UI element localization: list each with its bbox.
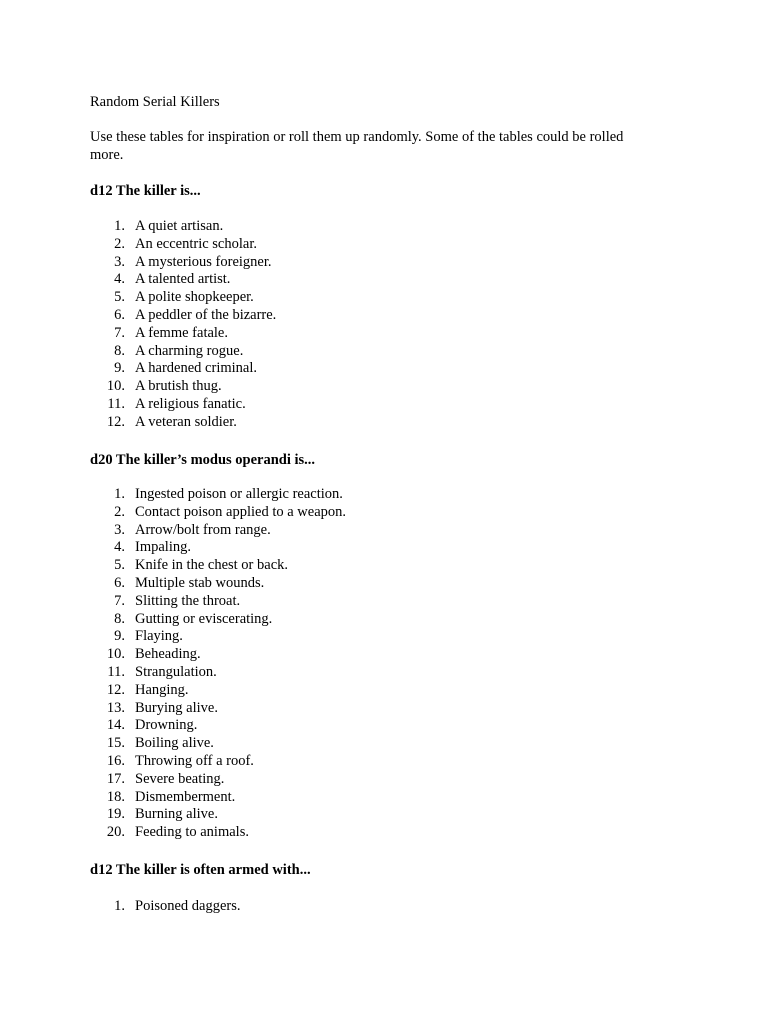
- list-item-text: Strangulation.: [135, 663, 217, 680]
- list-item-number: 20.: [106, 824, 125, 841]
- list-item-number: 6.: [114, 306, 125, 323]
- list-item-number: 7.: [114, 592, 125, 609]
- list-item-number: 1.: [114, 898, 125, 914]
- list-item-number: 8.: [114, 610, 125, 627]
- list-item: [90, 218, 276, 236]
- list-item-number: 16.: [106, 752, 125, 769]
- list-item-text: A talented artist.: [135, 271, 231, 288]
- list-armed-with: [90, 898, 241, 916]
- list-item: [90, 735, 346, 753]
- list-item-text: An eccentric scholar.: [135, 235, 257, 252]
- list-item-text: Multiple stab wounds.: [135, 574, 265, 591]
- document-title: Random Serial Killers: [90, 94, 220, 110]
- list-item-number: 11.: [107, 663, 125, 680]
- intro-paragraph: Use these tables for inspiration or roll them up randomly. Some of the tables could be rolled more.: [90, 129, 624, 163]
- list-item-text: A religious fanatic.: [135, 395, 246, 412]
- list-item: [90, 557, 346, 575]
- list-item: [90, 378, 276, 396]
- list-item-number: 13.: [106, 699, 125, 716]
- list-item-text: A charming rogue.: [135, 342, 244, 359]
- list-item-number: 1.: [114, 486, 125, 502]
- list-item-number: 4.: [114, 539, 125, 556]
- list-item: [90, 717, 346, 735]
- list-item: [90, 789, 346, 807]
- list-item-number: 9.: [114, 628, 125, 645]
- section-heading-modus-operandi: d20 The killer’s modus operandi is...: [90, 452, 316, 468]
- list-item: [90, 646, 346, 664]
- list-item-text: Beheading.: [135, 646, 201, 663]
- list-item-text: Hanging.: [135, 681, 189, 698]
- list-item-number: 11.: [107, 395, 125, 412]
- list-item: [90, 575, 346, 593]
- list-item: [90, 486, 346, 504]
- list-item: [90, 682, 346, 700]
- list-item-number: 4.: [114, 271, 125, 288]
- list-item: [90, 504, 346, 522]
- list-item: [90, 771, 346, 789]
- list-item-text: Gutting or eviscerating.: [135, 610, 273, 627]
- list-item-text: Dismemberment.: [135, 788, 236, 805]
- list-item-number: 5.: [114, 289, 125, 306]
- list-item-text: A mysterious foreigner.: [135, 253, 272, 270]
- list-item-number: 19.: [106, 806, 125, 823]
- list-item: [90, 396, 276, 414]
- section-heading-killer-is: d12 The killer is...: [90, 183, 201, 199]
- list-item: [90, 236, 276, 254]
- list-item: [90, 325, 276, 343]
- section-heading-armed-with: d12 The killer is often armed with...: [90, 862, 311, 878]
- list-item-number: 14.: [106, 717, 125, 734]
- list-item-text: A hardened criminal.: [135, 360, 257, 377]
- list-item: [90, 522, 346, 540]
- list-item-text: Ingested poison or allergic reaction.: [135, 486, 343, 502]
- list-item-text: A quiet artisan.: [135, 218, 224, 234]
- list-item: [90, 343, 276, 361]
- list-item: [90, 700, 346, 718]
- list-item-text: A femme fatale.: [135, 324, 228, 341]
- list-item-text: Contact poison applied to a weapon.: [135, 503, 347, 520]
- list-item-number: 3.: [114, 521, 125, 538]
- list-item-number: 3.: [114, 253, 125, 270]
- list-item-text: A veteran soldier.: [135, 413, 237, 430]
- list-item-number: 9.: [114, 360, 125, 377]
- list-item: [90, 628, 346, 646]
- list-item-number: 17.: [106, 770, 125, 787]
- list-item-text: Boiling alive.: [135, 735, 214, 752]
- list-killer-is: [90, 218, 276, 432]
- list-item-text: Burning alive.: [135, 806, 218, 823]
- list-item-text: Throwing off a roof.: [135, 752, 254, 769]
- list-item-text: Poisoned daggers.: [135, 898, 241, 914]
- list-item-number: 8.: [114, 342, 125, 359]
- list-item-text: Severe beating.: [135, 770, 225, 787]
- list-item: [90, 593, 346, 611]
- list-item-number: 10.: [106, 646, 125, 663]
- list-item-text: A polite shopkeeper.: [135, 289, 254, 306]
- list-item: [90, 360, 276, 378]
- list-item: [90, 307, 276, 325]
- list-modus-operandi: [90, 486, 346, 842]
- list-item-number: 2.: [114, 503, 125, 520]
- list-item-text: Flaying.: [135, 628, 183, 645]
- list-item: [90, 254, 276, 272]
- list-item: [90, 806, 346, 824]
- list-item: [90, 611, 346, 629]
- list-item: [90, 824, 346, 842]
- list-item: [90, 753, 346, 771]
- list-item-number: 15.: [106, 735, 125, 752]
- list-item-number: 12.: [106, 413, 125, 430]
- list-item-text: Arrow/bolt from range.: [135, 521, 271, 538]
- list-item-number: 6.: [114, 574, 125, 591]
- list-item-number: 12.: [106, 681, 125, 698]
- list-item: [90, 271, 276, 289]
- list-item: [90, 289, 276, 307]
- list-item-text: A peddler of the bizarre.: [135, 306, 277, 323]
- list-item-text: Burying alive.: [135, 699, 218, 716]
- list-item-number: 2.: [114, 235, 125, 252]
- list-item-number: 10.: [106, 378, 125, 395]
- list-item-text: Impaling.: [135, 539, 191, 556]
- list-item: [90, 539, 346, 557]
- list-item-text: Feeding to animals.: [135, 824, 249, 841]
- list-item-text: Knife in the chest or back.: [135, 557, 289, 574]
- list-item: [90, 898, 241, 916]
- list-item-number: 5.: [114, 557, 125, 574]
- list-item-number: 7.: [114, 324, 125, 341]
- list-item-text: Drowning.: [135, 717, 198, 734]
- list-item-number: 1.: [114, 218, 125, 234]
- list-item-text: A brutish thug.: [135, 378, 222, 395]
- list-item-number: 18.: [106, 788, 125, 805]
- list-item-text: Slitting the throat.: [135, 592, 241, 609]
- list-item: [90, 414, 276, 432]
- list-item: [90, 664, 346, 682]
